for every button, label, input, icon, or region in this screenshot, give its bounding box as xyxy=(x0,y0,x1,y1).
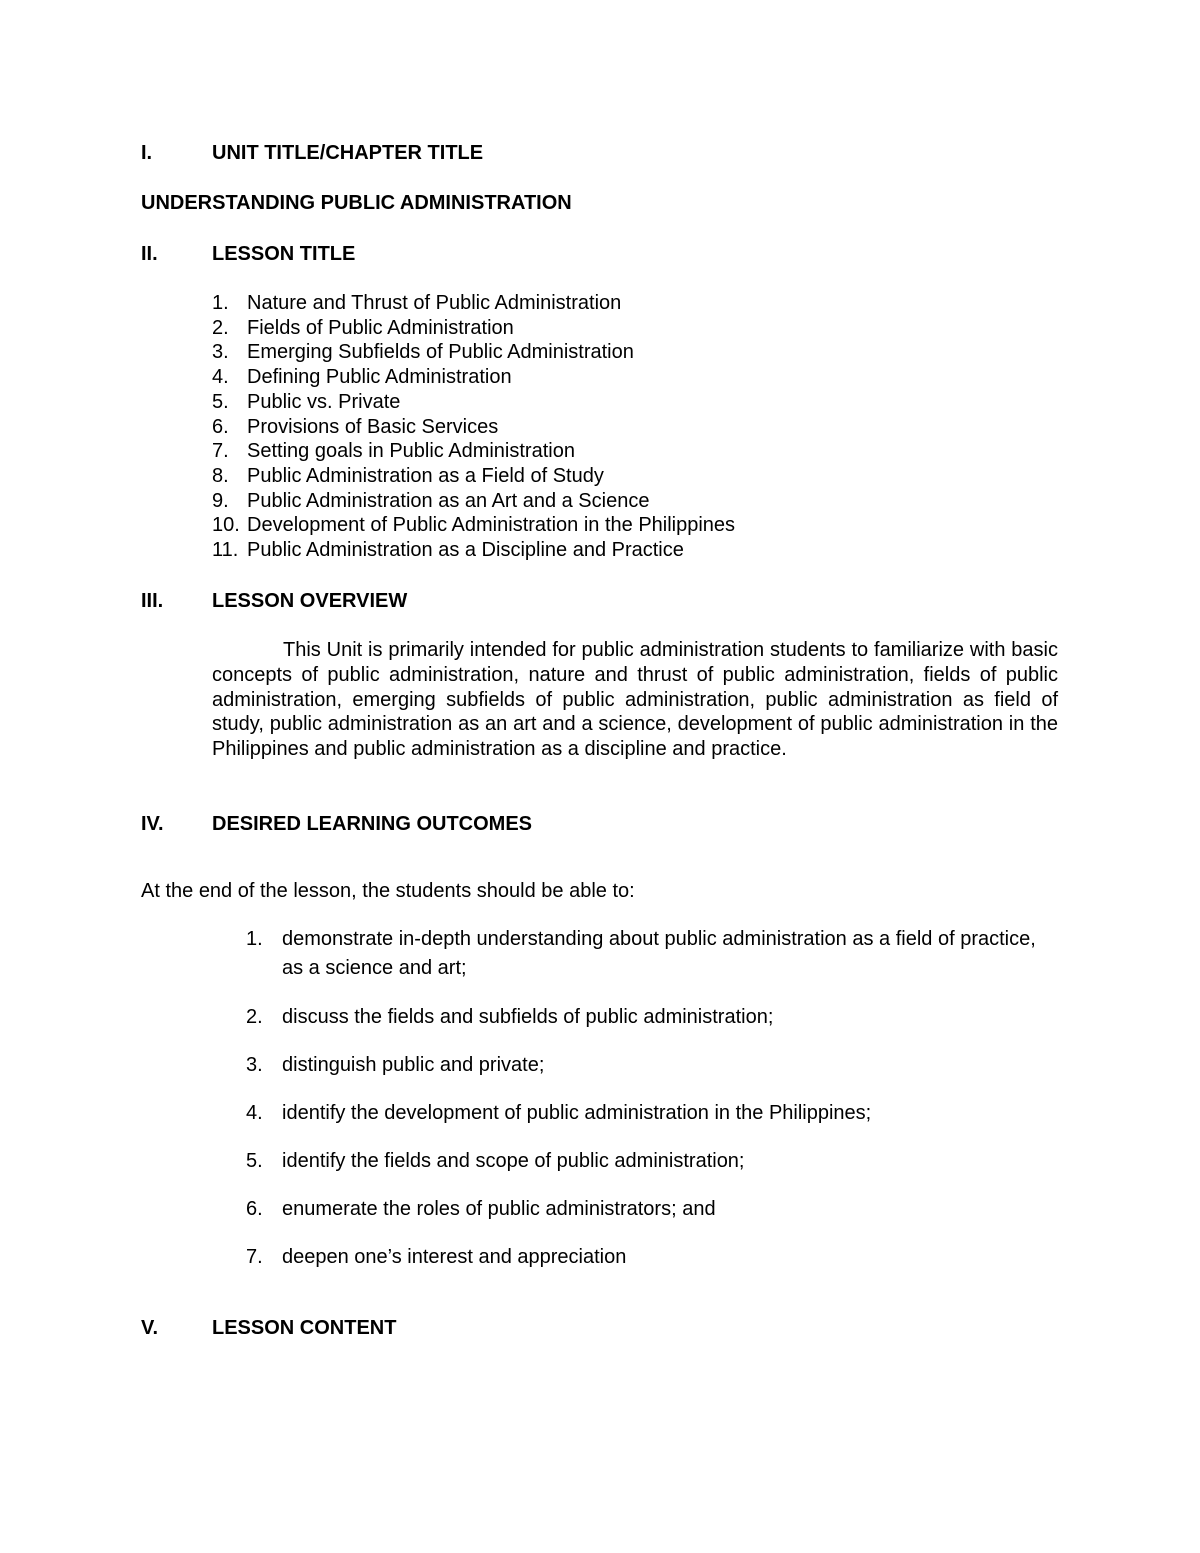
list-item xyxy=(212,439,735,464)
list-item xyxy=(246,1051,1036,1080)
overview-paragraph: This Unit is primarily intended for public administration students to familiarize with basic concepts of public administration, nature and thrust of public administration, fields of public administration, emerging subfields of public administration, public administration as field of study, public administration as an art and a science, development of public administration in the Philippines and public administration as a discipline and practice. xyxy=(212,639,1058,761)
list-item-number: 7. xyxy=(212,440,229,463)
list-item-number: 2. xyxy=(212,316,229,339)
list-item-text: Provisions of Basic Services xyxy=(247,415,499,438)
section-number: IV. xyxy=(141,813,164,835)
list-item-number: 9. xyxy=(212,489,229,512)
section-number: I. xyxy=(141,142,153,164)
section-number: V. xyxy=(141,1317,159,1339)
list-item-number: 3. xyxy=(212,341,229,364)
list-item-text: Public Administration as an Art and a Science xyxy=(247,489,650,512)
list-item-text: Public Administration as a Discipline and Practice xyxy=(247,539,684,562)
list-item-number: 10. xyxy=(212,514,240,537)
list-item-text: Development of Public Administration in the Philippines xyxy=(247,514,736,537)
list-item-text: deepen one’s interest and appreciation xyxy=(282,1246,627,1268)
list-item-text: distinguish public and private; xyxy=(282,1054,545,1076)
list-item-number: 11. xyxy=(212,539,239,562)
section-title: LESSON CONTENT xyxy=(212,1317,397,1339)
section-title: DESIRED LEARNING OUTCOMES xyxy=(212,813,533,835)
list-item-number: 4. xyxy=(212,366,229,389)
list-item-number: 2. xyxy=(246,1006,263,1028)
list-item-text: Public Administration as a Field of Study xyxy=(247,464,604,487)
list-item xyxy=(212,390,735,415)
section-heading-learning-outcomes xyxy=(141,812,532,836)
list-item-text: enumerate the roles of public administrators; and xyxy=(282,1198,716,1220)
list-item xyxy=(212,538,735,563)
list-item-number: 4. xyxy=(246,1102,263,1124)
section-heading-lesson-title xyxy=(141,242,355,266)
list-item-number: 5. xyxy=(246,1150,263,1172)
list-item xyxy=(212,340,735,365)
list-item xyxy=(212,513,735,538)
section-number: III. xyxy=(141,590,164,612)
outcomes-intro: At the end of the lesson, the students should be able to: xyxy=(141,880,635,902)
section-heading-lesson-content xyxy=(141,1316,396,1340)
list-item xyxy=(212,316,735,341)
list-item-text: Public vs. Private xyxy=(247,390,401,413)
list-item-number: 6. xyxy=(212,415,229,438)
list-item xyxy=(246,1147,1036,1176)
section-title: LESSON TITLE xyxy=(212,243,356,265)
list-item xyxy=(212,365,735,390)
list-item-text: identify the development of public administration in the Philippines; xyxy=(282,1102,872,1124)
list-item-text: Nature and Thrust of Public Administration xyxy=(247,292,622,314)
list-item xyxy=(212,464,735,489)
list-item-text: Fields of Public Administration xyxy=(247,316,514,339)
list-item xyxy=(246,925,1036,983)
list-item xyxy=(212,489,735,514)
section-heading-unit-title xyxy=(141,141,483,165)
section-title: UNIT TITLE/CHAPTER TITLE xyxy=(212,142,484,164)
section-number: II. xyxy=(141,243,158,265)
list-item-number: 3. xyxy=(246,1054,263,1076)
list-item-number: 5. xyxy=(212,390,229,413)
section-title: LESSON OVERVIEW xyxy=(212,590,408,612)
list-item-number: 1. xyxy=(212,292,229,314)
list-item-text: identify the fields and scope of public administration; xyxy=(282,1150,745,1172)
list-item-text: demonstrate in-depth understanding about public administration as a field of practice, as a science and art; xyxy=(282,928,1036,979)
list-item xyxy=(212,291,735,316)
unit-title: UNDERSTANDING PUBLIC ADMINISTRATION xyxy=(141,192,572,214)
list-item xyxy=(246,1243,1036,1272)
section-heading-lesson-overview xyxy=(141,589,407,613)
list-item-text: Setting goals in Public Administration xyxy=(247,440,575,463)
list-item-number: 6. xyxy=(246,1198,263,1220)
list-item xyxy=(212,415,735,440)
list-item-number: 7. xyxy=(246,1246,263,1268)
list-item xyxy=(246,1003,1036,1032)
list-item-number: 1. xyxy=(246,928,263,950)
list-item-number: 8. xyxy=(212,464,229,487)
list-item-text: discuss the fields and subfields of public administration; xyxy=(282,1006,774,1028)
list-item-text: Defining Public Administration xyxy=(247,366,512,389)
list-item-text: Emerging Subfields of Public Administration xyxy=(247,341,634,364)
lesson-list xyxy=(212,291,735,563)
list-item xyxy=(246,1195,1036,1224)
list-item xyxy=(246,1099,1036,1128)
